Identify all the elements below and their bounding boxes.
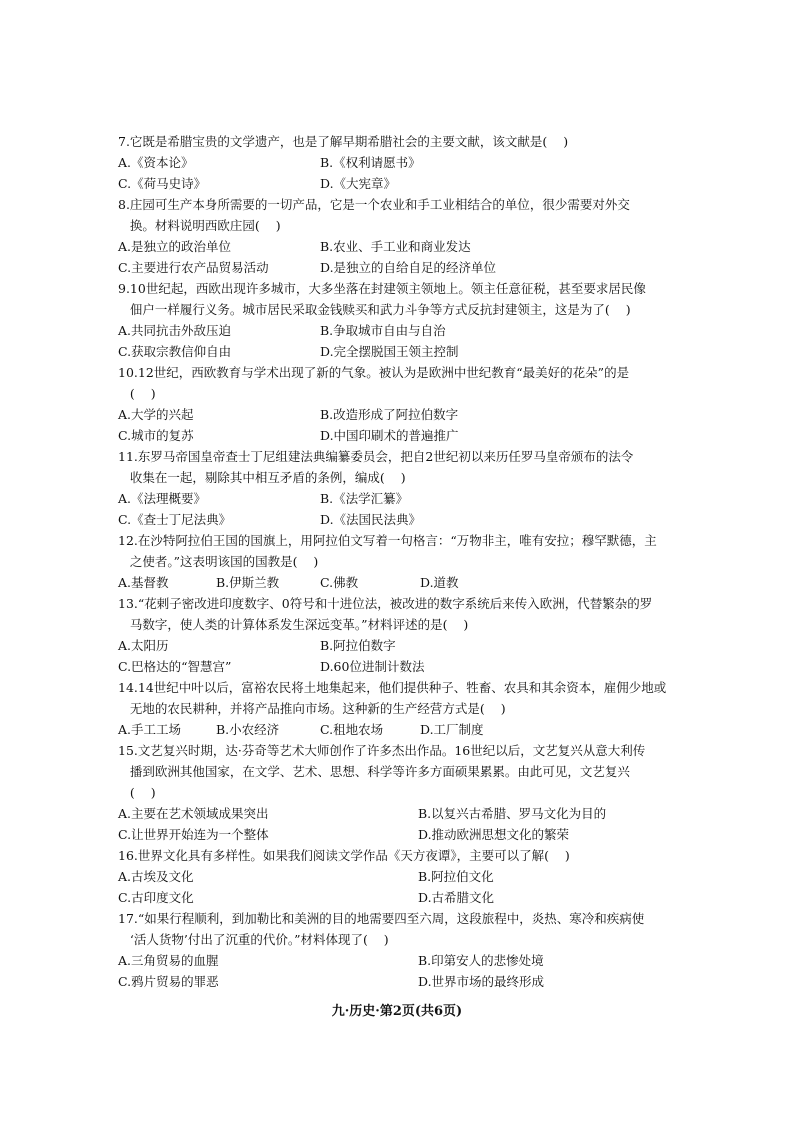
- option-b[interactable]: B.《权利请愿书》: [320, 155, 421, 170]
- option-c[interactable]: C.主要进行农产品贸易活动: [118, 260, 269, 275]
- question-11: [118, 446, 688, 530]
- option-b[interactable]: B.印第安人的悲惨处境: [418, 953, 544, 968]
- question-stem: 9.10世纪起，西欧出现许多城市，大多坐落在封建领主领地上。领主任意征税，甚至要求居民像 佃户一样履行义务。城市居民采取金钱赎买和武力斗争等方式反抗封建领主，这是为了( ): [118, 281, 646, 317]
- page-footer: 九·历史·第2页(共6页): [331, 1004, 463, 1019]
- option-d[interactable]: D.推动欧洲思想文化的繁荣: [418, 827, 570, 842]
- option-row: [118, 824, 688, 845]
- option-c[interactable]: C.古印度文化: [118, 890, 194, 905]
- question-12: [118, 530, 688, 593]
- option-b[interactable]: B.农业、手工业和商业发达: [320, 239, 471, 254]
- option-d[interactable]: D.是独立的自给自足的经济单位: [320, 260, 497, 275]
- question-7: [118, 131, 688, 194]
- option-row: [118, 572, 688, 593]
- option-a[interactable]: A.三角贸易的血腥: [118, 953, 219, 968]
- option-c[interactable]: C.鸦片贸易的罪恶: [118, 974, 219, 989]
- option-d[interactable]: D.60位进制计数法: [320, 659, 425, 674]
- question-17: [118, 908, 688, 992]
- question-10: [118, 362, 688, 446]
- option-a[interactable]: A.是独立的政治单位: [118, 239, 232, 254]
- option-a[interactable]: A.手工工场: [118, 722, 182, 737]
- option-row: [118, 488, 688, 509]
- option-b[interactable]: B.伊斯兰教: [216, 575, 280, 590]
- option-c[interactable]: C.城市的复苏: [118, 428, 194, 443]
- option-b[interactable]: B.改造形成了阿拉伯数字: [320, 407, 459, 422]
- option-c[interactable]: C.佛教: [320, 575, 359, 590]
- question-stem: 12.在沙特阿拉伯王国的国旗上，用阿拉伯文写着一句格言：“万物非主，唯有安拉；穆罕默德，主 之使者。”这表明该国的国教是( ): [118, 533, 657, 569]
- option-d[interactable]: D.工厂制度: [420, 722, 484, 737]
- option-row: [118, 887, 688, 908]
- option-a[interactable]: A.太阳历: [118, 638, 169, 653]
- question-stem: 14.14世纪中叶以后，富裕农民将土地集起来，他们提供种子、牲畜、农具和其余资本，雇佣少地或 无地的农民耕种，并将产品推向市场。这种新的生产经营方式是( ): [118, 680, 667, 716]
- option-a[interactable]: A.主要在艺术领域成果突出: [118, 806, 269, 821]
- option-c[interactable]: C.《查士丁尼法典》: [118, 512, 232, 527]
- option-c[interactable]: C.获取宗教信仰自由: [118, 344, 232, 359]
- option-row: [118, 425, 688, 446]
- option-row: [118, 320, 688, 341]
- option-row: [118, 656, 688, 677]
- option-b[interactable]: B.《法学汇纂》: [320, 491, 409, 506]
- option-row: [118, 404, 688, 425]
- option-d[interactable]: D.完全摆脱国王领主控制: [320, 344, 459, 359]
- question-14: [118, 677, 688, 740]
- option-b[interactable]: B.以复兴古希腊、罗马文化为目的: [418, 806, 607, 821]
- option-row: [118, 635, 688, 656]
- question-8: [118, 194, 688, 278]
- option-row: [118, 803, 688, 824]
- option-row: [118, 866, 688, 887]
- option-c[interactable]: C.《荷马史诗》: [118, 176, 207, 191]
- question-9: [118, 278, 688, 362]
- option-d[interactable]: D.道教: [420, 575, 459, 590]
- option-row: [118, 971, 688, 992]
- option-row: [118, 341, 688, 362]
- question-16: [118, 845, 688, 908]
- option-row: [118, 509, 688, 530]
- option-d[interactable]: D.《大宪章》: [320, 176, 397, 191]
- option-row: [118, 719, 688, 740]
- option-b[interactable]: B.小农经济: [216, 722, 280, 737]
- option-d[interactable]: D.《法国民法典》: [320, 512, 422, 527]
- option-c[interactable]: C.让世界开始连为一个整体: [118, 827, 269, 842]
- option-c[interactable]: C.租地农场: [320, 722, 384, 737]
- option-a[interactable]: A.基督教: [118, 575, 169, 590]
- option-row: [118, 236, 688, 257]
- option-row: [118, 257, 688, 278]
- option-a[interactable]: A.《资本论》: [118, 155, 194, 170]
- question-stem: 17.“如果行程顺利，到加勒比和美洲的目的地需要四至六周，这段旅程中，炎热、寒冷和疾病使 ‘活人货物’付出了沉重的代价。”材料体现了( ): [118, 911, 645, 947]
- option-d[interactable]: D.中国印刷术的普遍推广: [320, 428, 459, 443]
- option-a[interactable]: A.古埃及文化: [118, 869, 194, 884]
- question-stem: 16.世界文化具有多样性。如果我们阅读文学作品《天方夜谭》，主要可以了解( ): [118, 848, 570, 863]
- question-stem: 15.文艺复兴时期，达·芬奇等艺术大师创作了许多杰出作品。16世纪以后，文艺复兴从意大利传 播到欧洲其他国家，在文学、艺术、思想、科学等许多方面硕果累累。由此可见，文艺复兴 ( ): [118, 743, 646, 800]
- option-b[interactable]: B.阿拉伯文化: [418, 869, 494, 884]
- option-a[interactable]: A.大学的兴起: [118, 407, 194, 422]
- question-15: [118, 740, 688, 845]
- option-a[interactable]: A.共同抗击外敌压迫: [118, 323, 232, 338]
- question-stem: 8.庄园可生产本身所需要的一切产品，它是一个农业和手工业相结合的单位，很少需要对外交 换。材料说明西欧庄园( ): [118, 197, 630, 233]
- question-stem: 11.东罗马帝国皇帝查士丁尼组建法典编纂委员会，把自2世纪初以来历任罗马皇帝颁布的法令 收集在一起，剔除其中相互矛盾的条例，编成( ): [118, 449, 634, 485]
- question-stem: 10.12世纪，西欧教育与学术出现了新的气象。被认为是欧洲中世纪教育“最美好的花朵”的是 ( ): [118, 365, 630, 401]
- option-row: [118, 173, 688, 194]
- option-a[interactable]: A.《法理概要》: [118, 491, 207, 506]
- question-stem: 13.“花剌子密改进印度数字、0符号和十进位法，被改进的数字系统后来传入欧洲，代替繁杂的罗 马数字，使人类的计算体系发生深远变革。”材料评述的是( ): [118, 596, 653, 632]
- question-13: [118, 593, 688, 677]
- option-d[interactable]: D.世界市场的最终形成: [418, 974, 545, 989]
- option-d[interactable]: D.古希腊文化: [418, 890, 495, 905]
- option-row: [118, 950, 688, 971]
- option-c[interactable]: C.巴格达的“智慧宫”: [118, 659, 232, 674]
- option-b[interactable]: B.争取城市自由与自治: [320, 323, 446, 338]
- option-b[interactable]: B.阿拉伯数字: [320, 638, 396, 653]
- option-row: [118, 152, 688, 173]
- question-stem: 7.它既是希腊宝贵的文学遗产，也是了解早期希腊社会的主要文献，该文献是( ): [118, 134, 569, 149]
